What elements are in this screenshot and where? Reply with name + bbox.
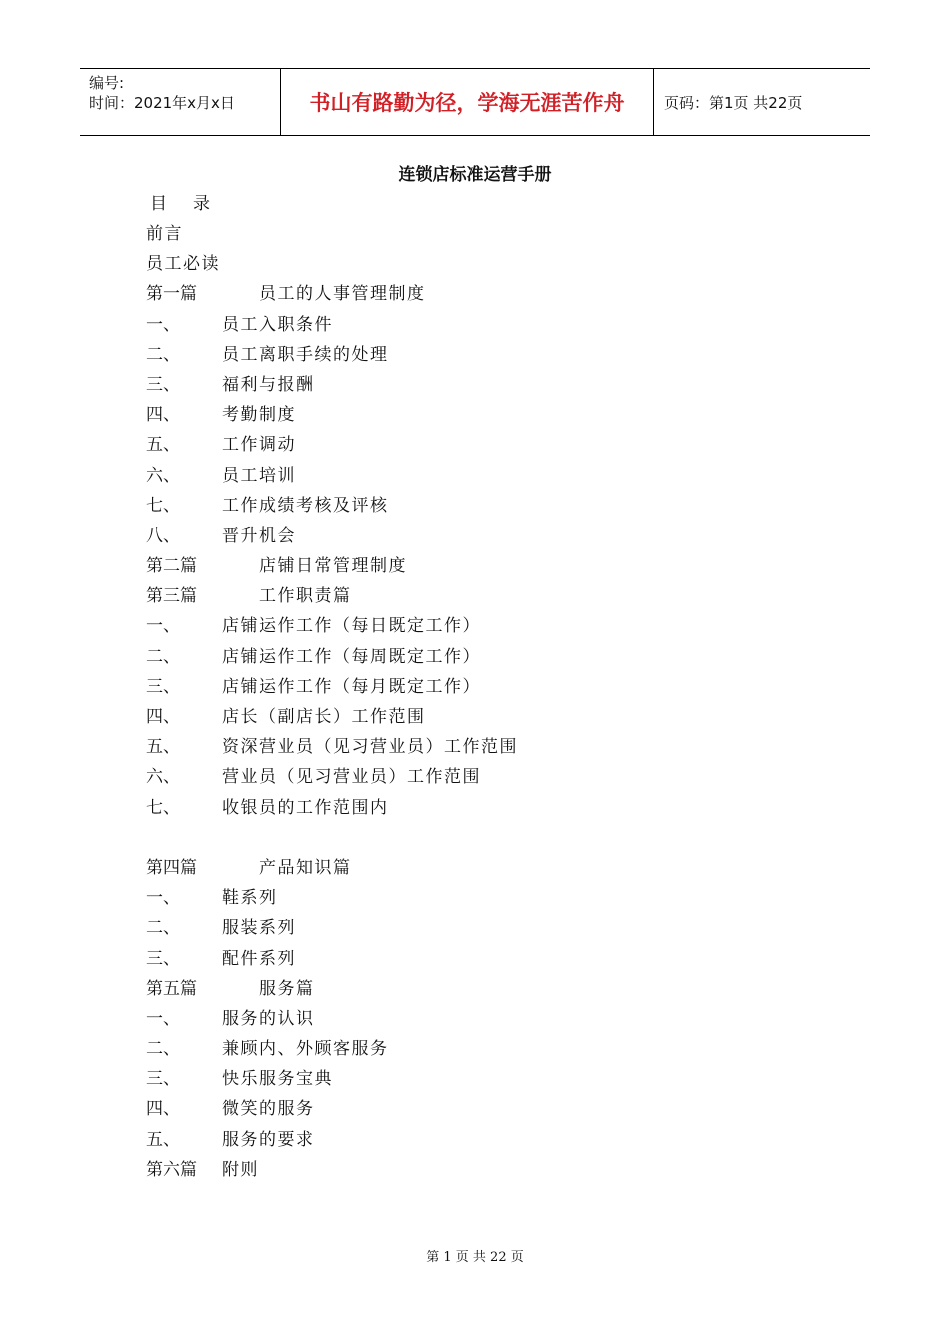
page-footer: 第 1 页 共 22 页	[426, 1250, 524, 1265]
toc-entry-text: 资深营业员（见习营业员）工作范围	[222, 737, 518, 758]
toc-entry-label: 一、	[146, 616, 180, 637]
toc-entry-label: 一、	[146, 1008, 180, 1029]
toc-entry-label: 七、	[146, 495, 180, 516]
toc-entry-label: 五、	[146, 1129, 180, 1150]
toc-entry-label: 六、	[146, 465, 180, 486]
toc-heading-right: 录	[193, 194, 210, 214]
toc-entry	[146, 583, 518, 613]
toc-entry-label: 三、	[146, 948, 180, 969]
toc-entry-label: 一、	[146, 314, 180, 335]
toc-entry	[146, 674, 518, 704]
toc-entry	[146, 946, 518, 976]
toc-entry-text: 服务的要求	[222, 1129, 315, 1150]
toc-entry-label: 第二篇	[146, 556, 197, 577]
toc-entry-label: 七、	[146, 797, 180, 818]
toc-entry-text: 考勤制度	[222, 405, 296, 426]
document-title: 连锁店标准运营手册	[398, 165, 552, 185]
toc-entry-text: 工作成绩考核及评核	[222, 495, 389, 516]
page-header	[80, 68, 870, 136]
toc-entry	[146, 915, 518, 945]
toc-entry-text: 福利与报酬	[222, 374, 315, 395]
toc-entry-text: 服务篇	[259, 978, 315, 999]
toc-entry-text: 微笑的服务	[222, 1099, 315, 1120]
toc-entry-label: 第五篇	[146, 978, 197, 999]
toc-entry-label: 第六篇	[146, 1159, 197, 1180]
toc-entry-text: 快乐服务宝典	[222, 1069, 333, 1090]
header-meta	[80, 69, 281, 135]
toc-entry-text: 附则	[222, 1159, 259, 1180]
toc-entry-text: 工作调动	[222, 435, 296, 456]
toc-entry	[146, 976, 518, 1006]
toc-heading	[150, 189, 210, 214]
toc-entry	[146, 885, 518, 915]
toc-entry	[146, 402, 518, 432]
toc-entry	[146, 795, 518, 825]
code-label: 编号:	[89, 74, 125, 92]
toc-entry-text: 店铺运作工作（每周既定工作）	[222, 646, 481, 667]
toc-entry	[146, 372, 518, 402]
toc-entry-text: 前言	[146, 224, 183, 244]
toc-entry-text: 员工必读	[146, 254, 220, 275]
table-of-contents	[146, 221, 518, 1187]
toc-entry	[146, 342, 518, 372]
toc-entry-label: 五、	[146, 737, 180, 758]
toc-entry	[146, 734, 518, 764]
toc-entry-text: 服务的认识	[222, 1008, 315, 1029]
toc-entry-text: 配件系列	[222, 948, 296, 969]
toc-entry-text: 工作职责篇	[259, 586, 352, 607]
toc-entry	[146, 855, 518, 885]
toc-entry-text: 晋升机会	[222, 525, 296, 546]
toc-entry-label: 二、	[146, 918, 180, 939]
toc-heading-left: 目	[150, 194, 167, 214]
toc-entry-label: 三、	[146, 374, 180, 395]
toc-spacer	[146, 825, 518, 855]
toc-entry-text: 店长（副店长）工作范围	[222, 707, 426, 727]
toc-entry-text: 店铺运作工作（每月既定工作）	[222, 676, 481, 697]
toc-entry-label: 八、	[146, 525, 180, 546]
toc-entry-text: 产品知识篇	[259, 857, 352, 878]
header-page-info: 页码：第1页 共22页	[664, 93, 803, 112]
toc-entry	[146, 1006, 518, 1036]
toc-entry	[146, 644, 518, 674]
toc-entry-label: 三、	[146, 676, 180, 697]
toc-entry-label: 四、	[146, 405, 180, 426]
toc-entry-label: 五、	[146, 435, 180, 456]
toc-entry-text: 鞋系列	[222, 888, 278, 909]
toc-entry	[146, 493, 518, 523]
toc-entry	[146, 312, 518, 342]
toc-entry	[146, 704, 518, 734]
time-label: 时间：2021年x月x日	[89, 94, 235, 112]
toc-entry-text: 店铺日常管理制度	[259, 556, 407, 577]
toc-entry	[146, 1157, 518, 1187]
toc-entry-label: 三、	[146, 1069, 180, 1090]
toc-entry-label: 一、	[146, 888, 180, 909]
toc-entry	[146, 221, 518, 251]
toc-entry	[146, 1036, 518, 1066]
toc-entry-label: 第四篇	[146, 857, 197, 878]
toc-entry-label: 二、	[146, 344, 180, 365]
toc-entry	[146, 613, 518, 643]
toc-entry	[146, 764, 518, 794]
toc-entry	[146, 251, 518, 281]
toc-entry-text: 员工的人事管理制度	[259, 284, 426, 305]
toc-entry	[146, 553, 518, 583]
toc-entry-label: 四、	[146, 707, 180, 727]
toc-entry-text: 收银员的工作范围内	[222, 797, 389, 818]
toc-entry	[146, 463, 518, 493]
toc-entry	[146, 432, 518, 462]
header-motto: 书山有路勤为径，学海无涯苦作舟	[281, 69, 654, 135]
toc-entry-text: 服装系列	[222, 918, 296, 939]
toc-entry-text: 营业员（见习营业员）工作范围	[222, 767, 481, 788]
toc-entry-label: 四、	[146, 1099, 180, 1120]
toc-entry-label: 二、	[146, 1039, 180, 1060]
toc-entry	[146, 281, 518, 311]
toc-entry-label: 六、	[146, 767, 180, 788]
toc-entry-label: 第一篇	[146, 284, 197, 305]
toc-entry-text: 员工离职手续的处理	[222, 344, 389, 365]
toc-entry-text: 兼顾内、外顾客服务	[222, 1039, 389, 1060]
toc-entry-text: 员工入职条件	[222, 314, 333, 335]
toc-entry	[146, 1127, 518, 1157]
toc-entry	[146, 523, 518, 553]
toc-entry-label: 二、	[146, 646, 180, 667]
toc-entry	[146, 1096, 518, 1126]
toc-entry-text: 员工培训	[222, 465, 296, 486]
toc-entry-label: 第三篇	[146, 586, 197, 607]
toc-entry-text: 店铺运作工作（每日既定工作）	[222, 616, 481, 637]
toc-entry	[146, 1066, 518, 1096]
